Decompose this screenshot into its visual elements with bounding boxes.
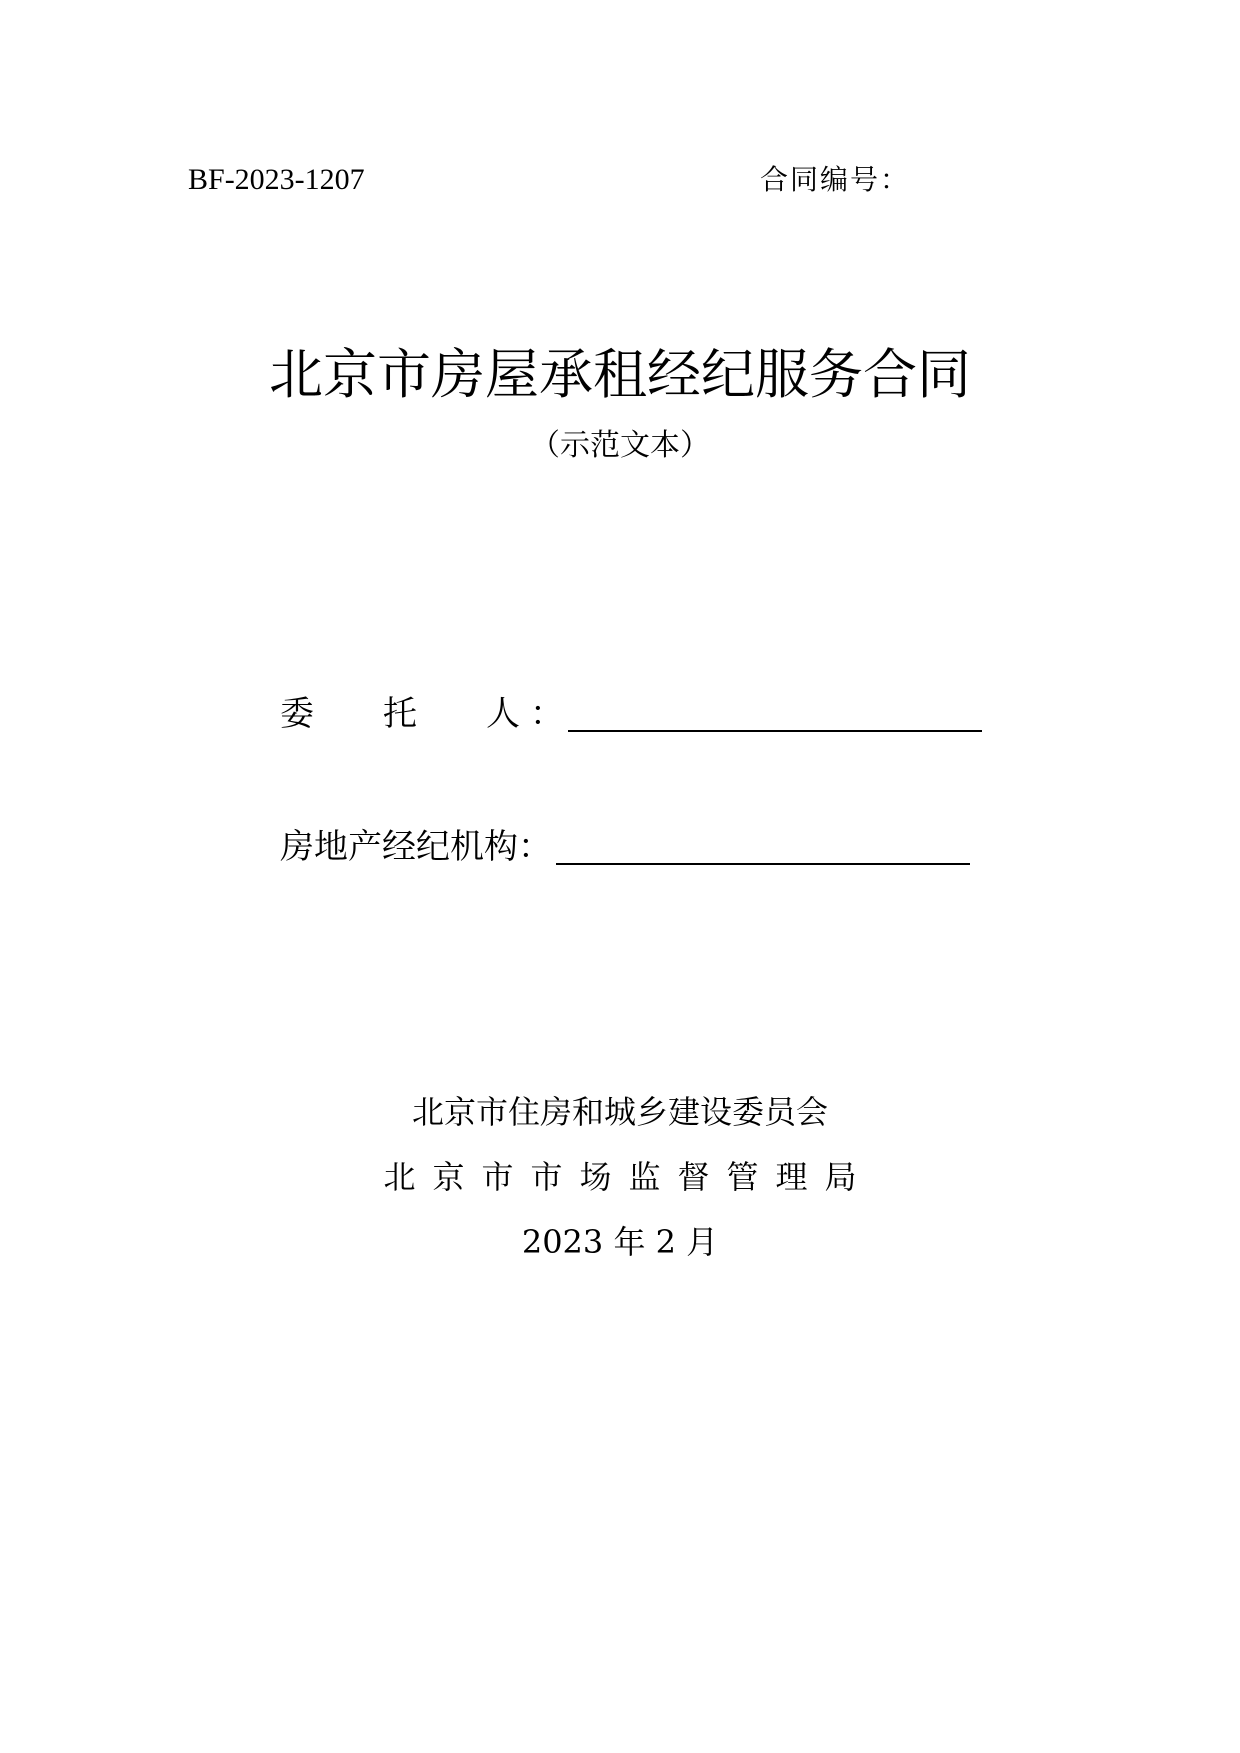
contract-number-label: 合同编号：	[760, 163, 911, 196]
agency-label	[280, 823, 518, 871]
agency-input-line[interactable]	[556, 815, 970, 865]
page-title: 北京市房屋承租经纪服务合同	[269, 343, 971, 406]
principal-label-char: 人	[486, 694, 520, 734]
issuer-housing-commission: 北京市住房和城乡建设委员会	[411, 1093, 828, 1131]
agency-field	[280, 815, 1000, 871]
issue-date: 2023 年 2 月	[521, 1223, 719, 1261]
page-subtitle: （示范文本）	[530, 428, 710, 463]
principal-colon: ：	[530, 694, 564, 734]
issuer-market-regulation: 北京市市场监督管理局	[383, 1158, 874, 1196]
principal-label	[280, 690, 520, 738]
agency-label-text: 房地产经纪机构	[280, 827, 518, 867]
agency-colon: ：	[518, 827, 552, 867]
principal-field	[280, 682, 1000, 738]
principal-input-line[interactable]	[568, 682, 982, 732]
principal-label-char: 委	[280, 694, 314, 734]
principal-label-char: 托	[383, 694, 417, 734]
document-code: BF-2023-1207	[188, 163, 365, 196]
